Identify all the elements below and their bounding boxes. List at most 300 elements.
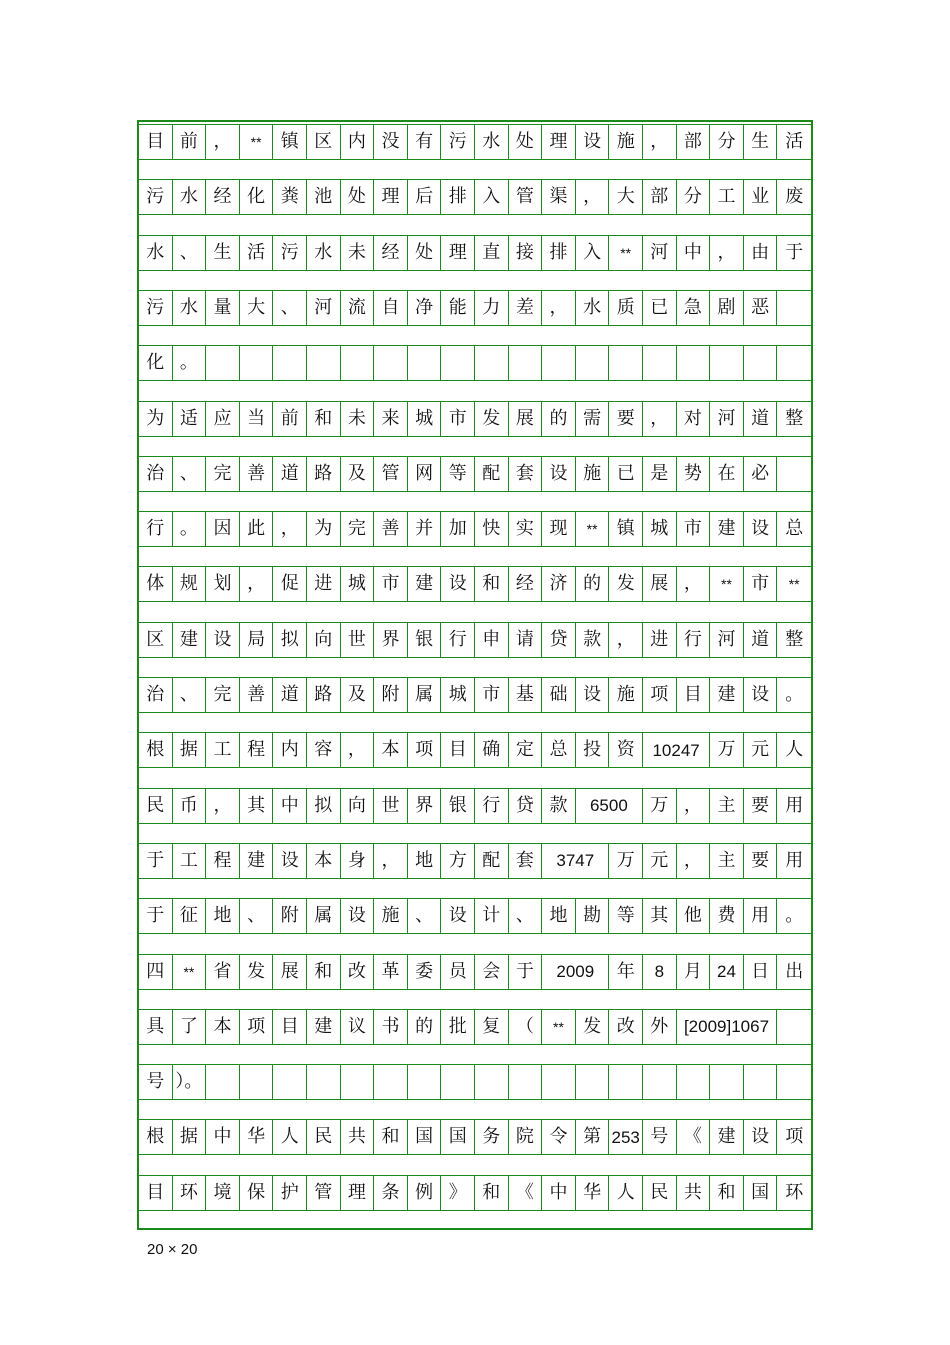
grid-cell	[374, 401, 408, 437]
grid-cell	[677, 788, 711, 824]
grid-char: 2009	[556, 962, 595, 981]
grid-char: 完	[347, 518, 366, 540]
grid-cell	[777, 456, 811, 492]
grid-cell	[744, 898, 778, 934]
grid-char: 及	[347, 684, 366, 705]
grid-char: 程	[247, 739, 266, 761]
grid-cell	[509, 843, 543, 879]
grid-char: 书	[381, 1015, 400, 1037]
grid-char: 要	[751, 849, 770, 871]
grid-cell	[374, 1009, 408, 1045]
grid-char: 币	[179, 794, 198, 816]
grid-cell	[240, 179, 274, 215]
grid-cell	[643, 235, 677, 271]
grid-cell	[710, 401, 744, 437]
grid-char: 道	[751, 628, 770, 650]
grid-cell	[509, 401, 543, 437]
grid-cell	[542, 456, 576, 492]
grid-char: 元	[751, 739, 770, 761]
grid-char: 据	[179, 739, 198, 761]
grid-char: 完	[213, 684, 232, 705]
grid-char: 建	[314, 1015, 333, 1037]
grid-cell	[777, 622, 811, 658]
grid-char: 6500	[589, 796, 628, 816]
grid-cell	[744, 677, 778, 713]
grid-cell	[777, 401, 811, 437]
grid-char: 质	[616, 296, 635, 318]
grid-cell	[710, 566, 744, 602]
grid-char: 程	[213, 849, 232, 871]
grid-cell	[408, 235, 442, 271]
grid-cell	[206, 732, 240, 768]
grid-char: 环	[785, 1181, 804, 1203]
grid-char: 投	[583, 739, 602, 761]
grid-cell	[542, 290, 576, 326]
grid-char: 项	[415, 739, 434, 761]
grid-char: 行	[448, 628, 467, 650]
grid-char: 力	[482, 296, 501, 318]
grid-char: 保	[247, 1181, 266, 1203]
grid-char: 《	[683, 1126, 702, 1148]
grid-cell	[240, 456, 274, 492]
grid-cell	[710, 456, 744, 492]
grid-char: 目	[280, 1015, 299, 1037]
grid-char: 于	[146, 905, 165, 927]
grid-char: 工	[717, 186, 736, 208]
grid-char: 加	[448, 518, 467, 540]
grid-char: 区	[314, 131, 333, 152]
grid-cell	[475, 898, 509, 934]
grid-char: 项	[785, 1126, 804, 1148]
grid-cell	[173, 401, 207, 437]
grid-cell	[576, 788, 643, 824]
grid-cell	[576, 1175, 610, 1211]
grid-char: 处	[347, 186, 366, 208]
grid-char: 请	[515, 628, 534, 650]
grid-cell	[139, 179, 173, 215]
grid-char: 为	[314, 518, 333, 540]
grid-char: 容	[314, 739, 333, 761]
grid-cell	[273, 456, 307, 492]
grid-cell	[576, 511, 610, 547]
grid-cell	[206, 511, 240, 547]
grid-cell	[240, 511, 274, 547]
grid-char: 目	[448, 739, 467, 761]
grid-cell	[240, 1009, 274, 1045]
grid-char: 环	[179, 1181, 198, 1203]
grid-row	[139, 1119, 811, 1155]
grid-cell	[206, 1175, 240, 1211]
grid-char: 员	[448, 960, 467, 982]
grid-char: 恶	[751, 296, 770, 318]
grid-char: 施	[616, 684, 635, 705]
grid-cell	[341, 124, 375, 160]
grid-char: 水	[583, 296, 602, 318]
grid-cell	[139, 1064, 173, 1100]
grid-cell	[542, 1119, 576, 1155]
grid-cell	[441, 732, 475, 768]
grid-cell	[677, 1175, 711, 1211]
grid-char: 地	[549, 905, 568, 927]
grid-cell	[677, 1009, 778, 1045]
grid-cell	[139, 456, 173, 492]
grid-char: 设	[347, 905, 366, 927]
grid-row	[139, 788, 811, 824]
grid-cell	[307, 843, 341, 879]
grid-cell	[240, 677, 274, 713]
grid-cell	[509, 898, 543, 934]
grid-cell	[677, 622, 711, 658]
grid-char: 完	[213, 462, 232, 484]
grid-cell	[374, 235, 408, 271]
grid-char: 镇	[280, 131, 299, 152]
grid-cell	[441, 511, 475, 547]
grid-cell	[273, 511, 307, 547]
grid-cell	[173, 345, 207, 381]
grid-char: 理	[448, 241, 467, 263]
grid-char: 水	[482, 131, 501, 152]
grid-char: 设	[583, 684, 602, 705]
grid-cell	[139, 843, 173, 879]
grid-cell	[139, 566, 173, 602]
grid-char: 设	[549, 462, 568, 484]
grid-char: 展	[515, 407, 534, 429]
grid-cell	[374, 677, 408, 713]
grid-cell	[710, 511, 744, 547]
grid-char: 后	[415, 186, 434, 208]
grid-char: 套	[515, 462, 534, 484]
grid-char: 于	[146, 849, 165, 871]
grid-char: 他	[683, 905, 702, 927]
grid-cell	[609, 677, 643, 713]
grid-cell	[677, 290, 711, 326]
grid-row	[139, 290, 811, 326]
grid-char: 活	[785, 131, 804, 152]
grid-cell	[441, 456, 475, 492]
grid-cell	[173, 179, 207, 215]
grid-cell	[139, 1009, 173, 1045]
grid-char: 会	[482, 960, 501, 982]
grid-cell	[744, 235, 778, 271]
grid-cell	[273, 1119, 307, 1155]
grid-char: 华	[247, 1126, 266, 1148]
grid-cell	[777, 1009, 811, 1045]
grid-cell	[609, 235, 643, 271]
grid-char: 发	[247, 960, 266, 982]
grid-char: 对	[683, 407, 702, 429]
grid-cell	[374, 1175, 408, 1211]
grid-cell	[441, 1119, 475, 1155]
grid-char: 共	[347, 1126, 366, 1148]
grid-char: 万	[616, 849, 635, 871]
grid-char: （	[515, 1015, 534, 1037]
grid-char: 令	[549, 1126, 568, 1148]
grid-char: 其	[247, 794, 266, 816]
grid-cell	[475, 290, 509, 326]
grid-char: 大	[247, 296, 266, 318]
grid-cell	[542, 401, 576, 437]
grid-cell	[408, 622, 442, 658]
grid-char: 出	[785, 960, 804, 982]
grid-char: 设	[583, 131, 602, 152]
grid-cell	[542, 954, 609, 990]
grid-char: 业	[751, 186, 770, 208]
grid-char: 展	[650, 573, 669, 595]
grid-char: 市	[683, 518, 702, 540]
grid-cell	[307, 179, 341, 215]
grid-char: 总	[549, 739, 568, 761]
grid-cell	[777, 898, 811, 934]
grid-cell	[744, 622, 778, 658]
grid-cell	[609, 1009, 643, 1045]
grid-char: 没	[381, 131, 400, 152]
grid-char: 的	[549, 407, 568, 429]
grid-cell	[643, 622, 677, 658]
grid-cell	[273, 179, 307, 215]
grid-char: 于	[515, 960, 534, 982]
grid-cell	[307, 954, 341, 990]
grid-char: 目	[146, 1181, 165, 1203]
grid-char: 经	[213, 186, 232, 208]
grid-char: 共	[683, 1181, 702, 1203]
grid-char: 、	[515, 905, 534, 927]
grid-cell	[777, 124, 811, 160]
grid-cell	[206, 788, 240, 824]
grid-char: 中	[549, 1181, 568, 1203]
grid-cell	[744, 566, 778, 602]
grid-char: 贷	[515, 794, 534, 816]
grid-cell	[307, 1064, 341, 1100]
grid-cell	[273, 898, 307, 934]
grid-char: 地	[213, 905, 232, 927]
grid-char: 理	[381, 186, 400, 208]
grid-char: 和	[482, 573, 501, 595]
grid-char: 施	[583, 462, 602, 484]
grid-cell	[273, 1009, 307, 1045]
grid-cell	[240, 1175, 274, 1211]
grid-cell	[173, 677, 207, 713]
grid-char: 河	[650, 241, 669, 263]
grid-cell	[206, 566, 240, 602]
grid-cell	[777, 788, 811, 824]
grid-cell	[240, 898, 274, 934]
grid-cell	[609, 511, 643, 547]
grid-cell	[475, 677, 509, 713]
grid-cell	[441, 124, 475, 160]
grid-char: 分	[717, 131, 736, 152]
grid-cell	[240, 235, 274, 271]
grid-char: ，	[717, 241, 736, 263]
grid-char: 于	[785, 241, 804, 263]
grid-cell	[374, 732, 408, 768]
grid-cell	[273, 1175, 307, 1211]
grid-char: 中	[213, 1126, 232, 1148]
grid-cell	[341, 566, 375, 602]
grid-cell	[542, 179, 576, 215]
grid-cell	[307, 511, 341, 547]
grid-char: 并	[415, 518, 434, 540]
grid-cell	[206, 677, 240, 713]
grid-char: 复	[482, 1015, 501, 1037]
grid-cell	[307, 1009, 341, 1045]
grid-cell	[139, 677, 173, 713]
grid-char: 施	[616, 131, 635, 152]
grid-char: **	[788, 576, 800, 593]
grid-cell	[341, 732, 375, 768]
grid-char: 界	[381, 628, 400, 650]
grid-cell	[374, 898, 408, 934]
grid-cell	[240, 290, 274, 326]
grid-cell	[374, 954, 408, 990]
grid-cell	[509, 954, 543, 990]
grid-cell	[206, 1064, 240, 1100]
grid-char: ，	[213, 794, 232, 816]
grid-cell	[744, 954, 778, 990]
grid-char: 护	[280, 1181, 299, 1203]
grid-char: 元	[650, 849, 669, 871]
grid-char: 本	[381, 739, 400, 761]
grid-cell	[643, 290, 677, 326]
grid-cell	[777, 954, 811, 990]
grid-row	[139, 1009, 811, 1045]
grid-row	[139, 456, 811, 492]
grid-cell	[273, 235, 307, 271]
grid-char: 污	[448, 131, 467, 152]
grid-cell	[206, 456, 240, 492]
grid-cell	[509, 1175, 543, 1211]
grid-cell	[710, 954, 744, 990]
grid-cell	[273, 622, 307, 658]
grid-char: 项	[650, 684, 669, 705]
grid-char: 促	[280, 573, 299, 595]
grid-cell	[273, 954, 307, 990]
grid-char: 》	[448, 1181, 467, 1203]
grid-char: 道	[751, 407, 770, 429]
grid-cell	[576, 566, 610, 602]
grid-cell	[441, 235, 475, 271]
grid-cell	[744, 511, 778, 547]
grid-char: 经	[381, 241, 400, 263]
grid-cell	[710, 235, 744, 271]
grid-cell	[139, 290, 173, 326]
grid-char: **	[553, 1018, 564, 1035]
grid-cell	[341, 1175, 375, 1211]
grid-cell	[441, 345, 475, 381]
grid-cell	[173, 1064, 207, 1100]
grid-char: 革	[381, 960, 400, 982]
grid-char: 能	[448, 296, 467, 318]
grid-cell	[475, 1064, 509, 1100]
grid-cell	[441, 843, 475, 879]
grid-char: ，	[347, 739, 366, 761]
grid-row	[139, 677, 811, 713]
grid-char: 未	[347, 407, 366, 429]
grid-cell	[307, 401, 341, 437]
grid-cell	[643, 843, 677, 879]
grid-cell	[408, 1119, 442, 1155]
grid-char: 境	[213, 1181, 232, 1203]
grid-char: 镇	[616, 518, 635, 540]
grid-cell	[542, 677, 576, 713]
grid-cell	[777, 843, 811, 879]
grid-char: 用	[785, 794, 804, 816]
grid-char: 用	[785, 849, 804, 871]
grid-char: 量	[213, 296, 232, 318]
grid-cell	[542, 622, 576, 658]
grid-cell	[777, 732, 811, 768]
grid-cell	[173, 954, 207, 990]
grid-char: 为	[146, 407, 165, 429]
grid-cell	[173, 1119, 207, 1155]
grid-cell	[273, 345, 307, 381]
grid-char: 体	[146, 573, 165, 595]
grid-cell	[609, 401, 643, 437]
grid-cell	[744, 1119, 778, 1155]
grid-char: 月	[683, 960, 702, 982]
grid-cell	[542, 1175, 576, 1211]
grid-cell	[475, 345, 509, 381]
grid-char: 现	[549, 518, 568, 540]
grid-char: 确	[482, 739, 501, 761]
grid-char: 年	[616, 960, 635, 982]
grid-cell	[475, 1009, 509, 1045]
grid-cell	[710, 1175, 744, 1211]
grid-cell	[475, 235, 509, 271]
grid-cell	[475, 124, 509, 160]
grid-cell	[542, 511, 576, 547]
grid-char: 要	[751, 794, 770, 816]
grid-cell	[744, 124, 778, 160]
grid-cell	[509, 677, 543, 713]
grid-cell	[677, 511, 711, 547]
grid-cell	[139, 954, 173, 990]
grid-cell	[576, 622, 610, 658]
grid-cell	[643, 456, 677, 492]
grid-cell	[341, 788, 375, 824]
grid-char: 发	[616, 573, 635, 595]
grid-size-label: 20 × 20	[147, 1241, 198, 1258]
grid-cell	[509, 1119, 543, 1155]
grid-char: 因	[213, 518, 232, 540]
grid-char: 世	[347, 628, 366, 650]
grid-char: ，	[381, 849, 400, 871]
grid-char: 24	[717, 962, 736, 981]
grid-cell	[408, 1009, 442, 1045]
grid-char: 国	[751, 1181, 770, 1203]
grid-cell	[341, 290, 375, 326]
grid-char: 了	[179, 1015, 198, 1037]
grid-cell	[677, 1119, 711, 1155]
grid-char: 发	[583, 1015, 602, 1037]
grid-cell	[643, 788, 677, 824]
grid-char: **	[620, 244, 632, 261]
grid-cell	[206, 1119, 240, 1155]
grid-char: 必	[751, 462, 770, 484]
grid-cell	[475, 566, 509, 602]
grid-cell	[710, 898, 744, 934]
grid-char: 排	[549, 241, 568, 263]
grid-cell	[475, 954, 509, 990]
grid-cell	[609, 124, 643, 160]
grid-char: 经	[515, 573, 534, 595]
grid-char: 行	[683, 628, 702, 650]
grid-row	[139, 622, 811, 658]
grid-char: 当	[247, 407, 266, 429]
grid-cell	[677, 124, 711, 160]
grid-cell	[777, 1064, 811, 1100]
grid-cell	[441, 179, 475, 215]
grid-cell	[139, 345, 173, 381]
